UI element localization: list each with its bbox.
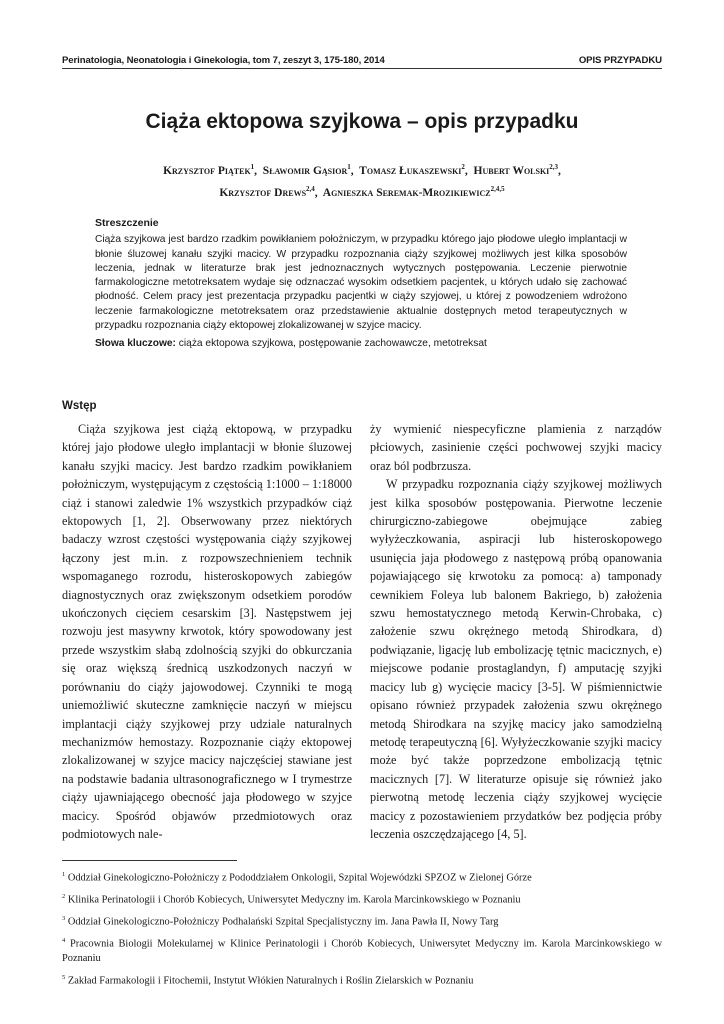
footnote: $^5$ Zakład Farmakologii i Fitochemii, Instytut Włókien Naturalnych i Roślin Zielarskich w Poznaniu [62, 973, 474, 987]
article-type: OPIS PRZYPADKU [578, 55, 662, 66]
footnote: $^3$ Oddział Ginekologiczno-Położniczy Podhalański Szpital Specjalistyczny im. Jana Pawła II, Nowy Targ [62, 915, 499, 928]
section-heading-intro: Wstęp [62, 400, 97, 412]
footnote-rule [62, 860, 237, 861]
keywords-text: ciąża ektopowa szyjkowa, postępowanie zachowawcze, metotreksat [178, 338, 487, 350]
author: Krzysztof Drews$^{2,4}$ [219, 184, 315, 199]
journal-citation: Perinatologia, Neonatologia i Ginekologia, tom 7, zeszyt 3, 175-180, 2014 [62, 55, 385, 66]
paragraph: W przypadku rozpoznania ciąży szyjkowej możliwych jest kilka sposobów postępowania. Pierwotne leczenie chirurgiczno-zabiegowe obejmujące zabieg wyłyżeczkowania, aspiracji lub histeroskopowego usunięcia jaja płodowego z następową próbą opanowania pojawiającego się krwotoku za pomocą: a) tamponady cewnikiem Foleya lub balonem Bakriego, b) założenia szwu hemostatycznego metodą Kerwin-Chrobaka, c) założenie szwu okrężnego metodą Shirodkara, d) podwiązanie, ligację lub embolizację tętnic macicznych, e) miejscowe podanie prostaglandyn, f) amputację szyjki macicy lub g) wycięcie macicy [3-5]. W piśmiennictwie opisano również przypadek założenia szwu okrężnego metodą Shirodkara na szyjkę macicy jako samodzielną metodę terapeutyczną [6]. Wyłyżeczkowanie szyjki macicy może być także poprzedzone embolizacją tętnic macicznych [7]. W literaturze opisuje się również jako pierwotną metodę leczenia ciąży szyjkowej wycięcie macicy z pozostawieniem przydatków bez podjęcia próby leczenia oszczędzającego [4, 5]. [370, 477, 662, 841]
author: Tomasz Łukaszewski$^2$ [359, 163, 465, 177]
author: Agnieszka Seremak-Mrozikiewicz$^{2,4,5}$ [322, 184, 505, 199]
paragraph: Ciąża szyjkowa jest ciążą ektopową, w przypadku której jajo płodowe uległo implantacji w błonie śluzowej kanału szyjki macicy. Jest bardzo rzadkim powikłaniem położniczym, występującym z częstością 1:1000 – 1:18000 ciąż i stanowi zaledwie 1% wszystkich przypadków ciąż ektopowych [1, 2]. Obserwowany przez niektórych badaczy wzrost częstości występowania ciąży szyjkowej łączony jest m.in. z rozpowszechnieniem technik wspomaganego rozrodu, histeroskopowych zabiegów diagnostycznych oraz zwiększonym odsetkiem porodów ukończonych cięciem cesarskim [3]. Następstwem jej rozwoju jest masywny krwotok, który spowodowany jest przede wszystkim słabą zdolnością szyjki do obkurczania się oraz większą średnicą uszkodzonych naczyń w porównaniu do ciąży jajowodowej. Czynniki te mogą uniemożliwić skuteczne zamknięcie naczyń w miejscu implantacji ciąży szyjkowej przy udziale naturalnych mechanizmów hemostazy. Rozpoznanie ciąży ektopowej zlokalizowanej w szyjce macicy najczęściej stawiane jest na podstawie badania ultrasonograficznego w I trymestrze ciąży ujawniającego obecność jaja płodowego w szyjce macicy. Spośród objawów przedmiotowych oraz podmiotowych nale- [62, 422, 352, 841]
running-header [62, 50, 662, 66]
author-list: Krzysztof Piątek$^1$, Sławomir Gąsior$^1$, Tomasz Łukaszewski$^2$, Hubert Wolski$^{2,3}$, Krzysztof Drews$^{2,4}$, Agnieszka Seremak-Mrozikiewicz$^{2,4,5}$ [163, 163, 561, 199]
footnote: $^4$ Pracownia Biologii Molekularnej w Klinice Perinatologii i Chorób Kobiecych, Uniwersytet Medyczny im. Karola Marcinkowskiego w Poznaniu [62, 937, 662, 965]
keywords [95, 337, 627, 351]
author: Hubert Wolski$^{2,3}$ [473, 163, 559, 177]
keywords-label: Słowa kluczowe: [95, 338, 176, 350]
right-column [370, 420, 662, 843]
article-title: Ciąża ektopowa szyjkowa – opis przypadku [145, 110, 579, 133]
paragraph: ży wymienić niespecyficzne plamienia z narządów płciowych, zasinienie części pochwowej szyjki macicy oraz ból podbrzusza. [370, 422, 662, 473]
author: Sławomir Gąsior$^1$ [262, 163, 351, 177]
footnotes [62, 868, 662, 993]
footnote: $^2$ Klinika Perinatologii i Chorób Kobiecych, Uniwersytet Medyczny im. Karola Marcinkowskiego w Poznaniu [62, 893, 521, 906]
header-rule [62, 68, 662, 69]
footnote: $^1$ Oddział Ginekologiczno-Położniczy z Pododdziałem Onkologii, Szpital Wojewódzki SPZOZ w Zielonej Górze [62, 871, 532, 884]
abstract [95, 216, 627, 352]
abstract-heading: Streszczenie [95, 217, 159, 229]
left-column [62, 420, 352, 843]
author: Krzysztof Piątek$^1$ [163, 163, 255, 177]
abstract-text: Ciąża szyjkowa jest bardzo rzadkim powikłaniem położniczym, w przypadku którego jajo płodowe uległo implantacji w błonie śluzowej kanału szyjki macicy. W przypadku rozpoznania ciąży szyjkowej możliwych jest kilka sposobów leczenia, jednak w literaturze brak jest jednoznacznych wytycznych postępowania. Leczenie pierwotnie farmakologiczne metotreksatem wydaje się odznaczać wysokim odsetkiem pacjentek, u których udało się zachować płodność. Celem pracy jest prezentacja przypadku pacjentki w ciąży szyjowej, u której z powodzeniem wdrożono leczenie farmakologiczne metotreksatem oraz przedstawienie aktualnie dostępnych metod terapeutycznych w przypadku rozpoznania ciąży ektopowej zlokalizowanej w szyjce macicy. [95, 234, 627, 332]
